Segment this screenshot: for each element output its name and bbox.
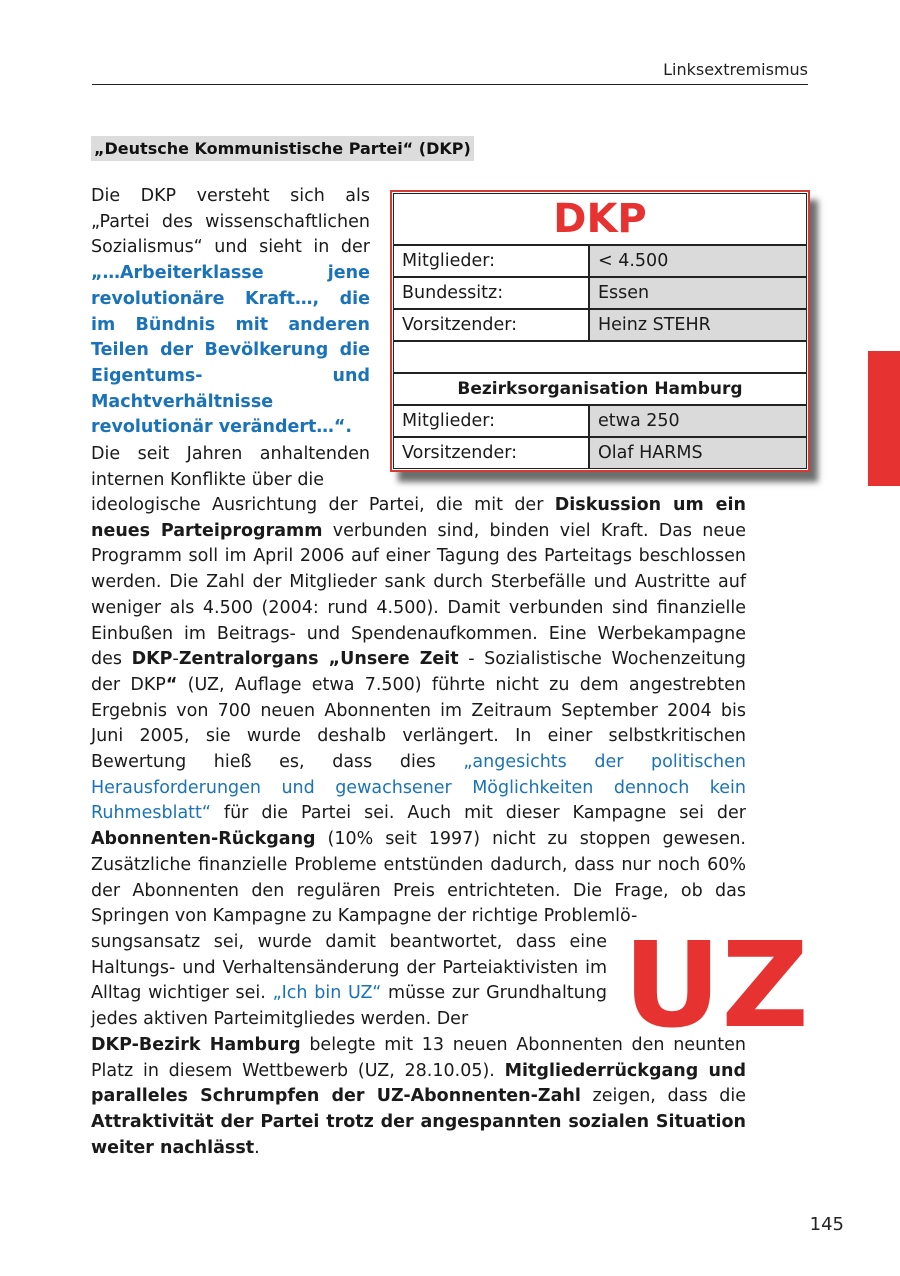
paragraph-2-start — [91, 442, 370, 493]
intro-text: Die DKP versteht sich als „Partei des wissenschaftlichen Sozialismus“ und sieht in der — [91, 186, 370, 258]
paragraph-4-text-a: belegte mit 13 neuen Abonnenten den neunten Platz in diesem Wettbewerb (UZ, 28.10.05). — [91, 1035, 746, 1081]
paragraph-3 — [91, 930, 607, 1033]
info-value: < 4.500 — [590, 246, 806, 276]
info-value: Olaf HARMS — [590, 438, 806, 468]
paragraph-4-text-b: zeigen, dass die — [580, 1086, 746, 1107]
dkp-logo: DKP — [394, 194, 806, 246]
highlight-dkp: DKP — [131, 649, 173, 670]
quote-ich-bin-uz: „Ich bin UZ“ — [272, 983, 382, 1004]
quote-ruhmesblatt: „angesichts der politischen Herausforderungen und gewachsener Möglichkeiten dennoch kein Ruhmesblatt“ — [91, 752, 747, 824]
info-row-headquarters — [394, 278, 806, 310]
paragraph-2-text-d: - Sozialistische Wochenzeitung der DKP — [91, 649, 747, 695]
paragraph-4 — [91, 1033, 746, 1162]
highlight-dkp-bezirk-hamburg: DKP-Bezirk Hamburg — [91, 1035, 301, 1055]
info-sub-heading: Bezirksorganisation Hamburg — [394, 374, 806, 406]
info-value: Essen — [590, 278, 806, 308]
highlight-zentralorgan: Zentralorgans „Unsere Zeit — [178, 649, 459, 670]
info-row-spacer — [394, 342, 806, 374]
info-row-chair — [394, 310, 806, 342]
dkp-info-box — [390, 190, 810, 472]
info-row-hamburg-chair — [394, 438, 806, 468]
highlight-attraktivitaet: Attraktivität der Partei trotz der angespannten sozialen Situation weiter nachlässt — [91, 1112, 746, 1158]
header-rule — [92, 84, 808, 85]
paragraph-4-text-c: . — [254, 1137, 260, 1158]
section-title: „Deutsche Kommunistische Partei“ (DKP) — [91, 136, 474, 161]
highlight-parteiprogramm: Diskussion um ein neues Parteiprogramm — [91, 495, 746, 541]
info-label: Mitglieder: — [394, 246, 590, 276]
paragraph-2-body — [91, 493, 746, 930]
info-label: Vorsitzender: — [394, 310, 590, 340]
uz-logo-text: UZ — [623, 938, 809, 1030]
paragraph-2-text-a: Die seit Jahren anhaltenden internen Konflikte über die — [91, 444, 370, 490]
paragraph-3-text-b: müsse zur Grundhaltung jedes aktiven Parteimitgliedes werden. Der — [91, 983, 607, 1030]
info-value: Heinz STEHR — [590, 310, 806, 340]
paragraph-2-text-f: für die Partei sei. Auch mit dieser Kampagne sei der — [210, 803, 746, 824]
paragraph-2-text-c: verbunden sind, binden viel Kraft. Das neue Programm soll im April 2006 auf einer Tagung des Parteitags beschlossen werden. Die Zahl der Mitglieder sank durch Sterbefälle und Austritte auf weniger als 4.500 (2004: rund 4.500). Damit verbunden sind finanzielle Einbußen im Beitrags- und Spendenaufkommen. Eine Werbekampagne des — [91, 520, 746, 670]
paragraph-2-text-e: (UZ, Auflage etwa 7.500) führte nicht zu dem angestrebten Ergebnis von 700 neuen Abonnenten im Zeitraum September 2004 bis Juni 2005, sie wurde deshalb verlängert. In einer selbstkritischen Bewertung hieß es, dass dies — [91, 674, 746, 773]
paragraph-2-text-b: ideologische Ausrichtung der Partei, die mit der — [91, 495, 555, 515]
info-row-members — [394, 246, 806, 278]
intro-paragraph — [91, 184, 370, 441]
closing-quote-mark: “ — [165, 674, 178, 695]
info-row-hamburg-members — [394, 406, 806, 438]
intro-quote: „…Arbeiterklasse jene revolutionäre Kraft…, die im Bündnis mit anderen Teilen der Bevölkerung die Eigentums- und Machtverhältnisse revolutionär verändert…“. — [91, 263, 370, 438]
dash: - — [172, 649, 179, 670]
paragraph-3-text-a: sungsansatz sei, wurde damit beantwortet, dass eine Haltungs- und Verhaltensänderung der Parteiaktivisten im Alltag wichtiger sei. — [91, 932, 607, 1004]
info-label: Mitglieder: — [394, 406, 590, 436]
highlight-abonnenten-rueckgang: Abonnenten-Rückgang — [91, 829, 316, 850]
info-label: Bundessitz: — [394, 278, 590, 308]
info-label: Vorsitzender: — [394, 438, 590, 468]
page-number: 145 — [809, 1214, 844, 1235]
chapter-marker-bar — [868, 351, 900, 486]
info-value: etwa 250 — [590, 406, 806, 436]
running-header: Linksextremismus — [663, 60, 808, 79]
uz-logo — [623, 938, 809, 1030]
paragraph-2-text-g: (10% seit 1997) nicht zu stoppen gewesen. Zusätzliche finanzielle Probleme entstünden dadurch, dass nur noch 60% der Abonnenten den regulären Preis entrichteten. Die Frage, ob das Springen von Kampagne zu Kampagne der richtige Problemlö- — [91, 829, 746, 927]
highlight-mitgliederrueckgang: Mitgliederrückgang und paralleles Schrumpfen der UZ-Abonnenten-Zahl — [91, 1060, 746, 1107]
